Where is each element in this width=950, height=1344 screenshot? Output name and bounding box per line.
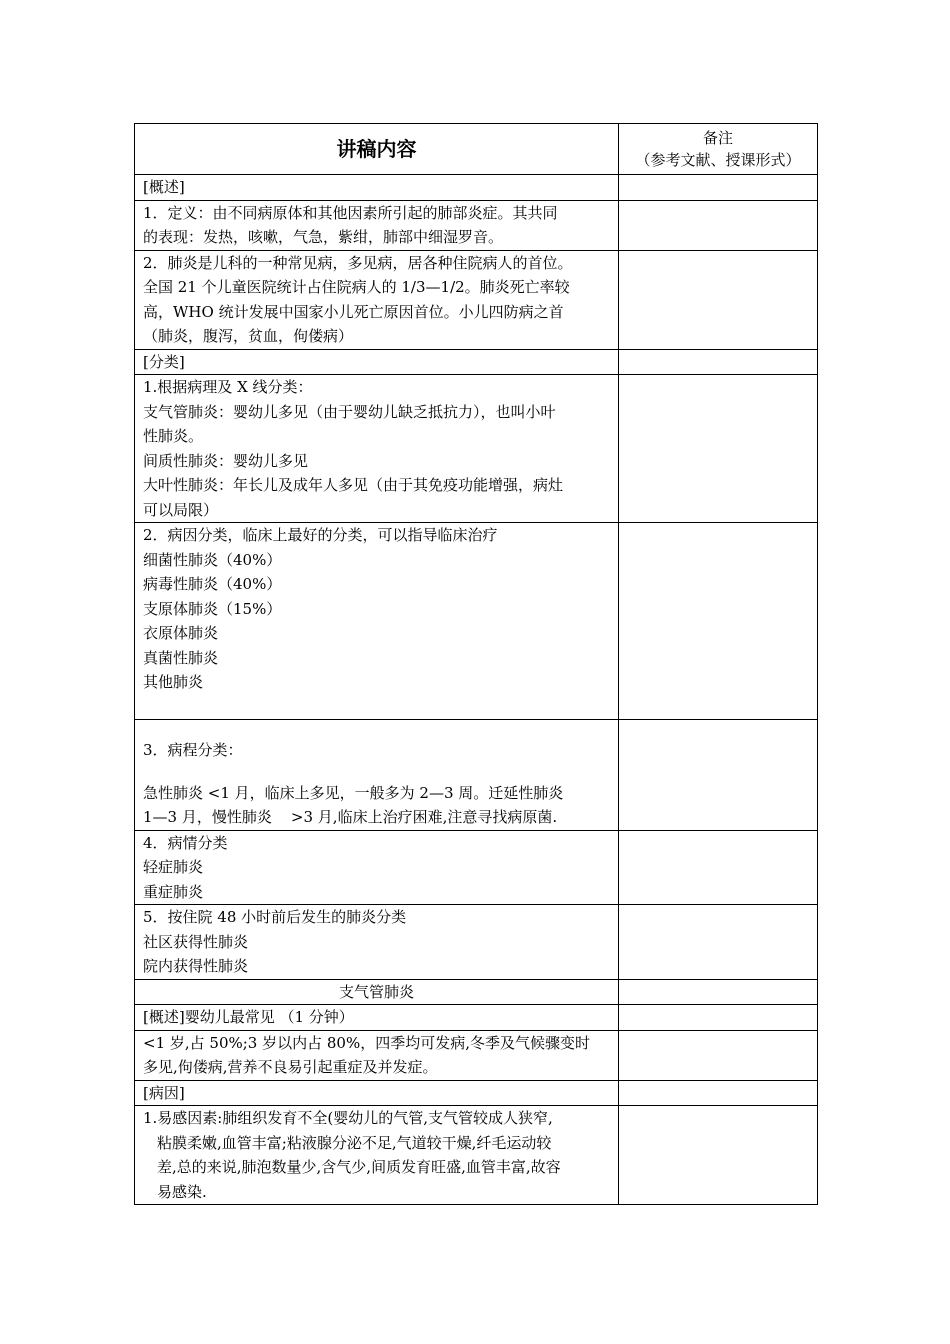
note-cell: [619, 1080, 818, 1106]
text-line: 细菌性肺炎（40%）: [143, 550, 282, 569]
text-line: [分类]: [143, 352, 185, 371]
text-line: （肺炎，腹泻，贫血，佝偻病）: [143, 327, 354, 345]
content-cell: [135, 1106, 619, 1205]
table-row: [135, 979, 818, 1005]
text-line: 1.根据病理及 X 线分类：: [143, 378, 313, 396]
text-line: [病因]: [143, 1083, 185, 1102]
content-cell: [135, 523, 619, 720]
table-row: [135, 175, 818, 201]
note-cell: [619, 349, 818, 375]
text-line: 真菌性肺炎: [143, 648, 219, 667]
text-line: 高，WHO 统计发展中国家小儿死亡原因首位。小儿四防病之首: [143, 302, 564, 321]
text-line: 社区获得性肺炎: [143, 932, 249, 951]
note-cell: [619, 1005, 818, 1031]
note-column-subtitle: （参考文献、授课形式）: [635, 151, 801, 169]
text-line: <1 岁,占 50%;3 岁以内占 80%，四季均可发病,冬季及气候骤变时: [143, 1033, 590, 1052]
content-cell: [135, 1080, 619, 1106]
content-cell: [135, 250, 619, 349]
content-cell: [135, 720, 619, 831]
content-cell: [135, 830, 619, 905]
note-column-title: 备注: [702, 129, 733, 147]
table-row: [135, 1080, 818, 1106]
text-line: 2．病因分类，临床上最好的分类，可以指导临床治疗: [143, 526, 498, 544]
text-line: 可以局限）: [143, 500, 219, 519]
content-cell: [135, 905, 619, 980]
content-cell: [135, 1030, 619, 1080]
text-line: 5．按住院 48 小时前后发生的肺炎分类: [143, 908, 407, 926]
text-line: 急性肺炎 <1 月，临床上多见，一般多为 2—3 周。迁延性肺炎: [143, 783, 564, 802]
text-line: 重症肺炎: [143, 882, 204, 901]
text-line: 3．病程分类：: [143, 741, 243, 759]
note-column-header: [619, 124, 818, 175]
content-cell: [135, 200, 619, 250]
note-cell: [619, 830, 818, 905]
text-line: 病毒性肺炎（40%）: [143, 575, 282, 593]
text-line: 全国 21 个儿童医院统计占住院病人的 1/3—1/2。肺炎死亡率较: [143, 278, 570, 296]
content-cell: [135, 375, 619, 523]
table-row: [135, 349, 818, 375]
text-line: 支原体肺炎（15%）: [143, 599, 282, 618]
content-cell: [135, 349, 619, 375]
table-row: [135, 1030, 818, 1080]
note-cell: [619, 1030, 818, 1080]
table-row: [135, 250, 818, 349]
note-cell: [619, 979, 818, 1005]
text-line: 其他肺炎: [143, 673, 204, 691]
note-cell: [619, 175, 818, 201]
note-cell: [619, 905, 818, 980]
text-line: 院内获得性肺炎: [143, 957, 249, 975]
text-line: 差,总的来说,肺泡数量少,含气少,间质发育旺盛,血管丰富,故容: [157, 1158, 561, 1176]
table-row: [135, 830, 818, 905]
text-line: 1．定义：由不同病原体和其他因素所引起的肺部炎症。其共同: [143, 203, 558, 222]
note-cell: [619, 1106, 818, 1205]
content-cell: [135, 175, 619, 201]
text-line: 间质性肺炎：婴幼儿多见: [143, 451, 309, 470]
section-heading-cell: [135, 979, 619, 1005]
table-header-row: [135, 124, 818, 175]
section-heading: 支气管肺炎: [338, 982, 414, 1001]
text-line: 粘膜柔嫩,血管丰富;粘液腺分泌不足,气道较干燥,纤毛运动较: [157, 1133, 552, 1152]
text-line: 易感染.: [157, 1182, 207, 1201]
text-line: [概述]: [143, 178, 185, 196]
text-line: 的表现：发热，咳嗽，气急，紫绀，肺部中细湿罗音。: [143, 228, 504, 246]
note-cell: [619, 200, 818, 250]
text-line: 多见,佝偻病,营养不良易引起重症及并发症。: [143, 1058, 438, 1076]
text-line: 性肺炎。: [143, 427, 204, 445]
table-row: [135, 523, 818, 720]
table-row: [135, 720, 818, 831]
note-cell: [619, 523, 818, 720]
lecture-table: [134, 123, 818, 1205]
text-line: 支气管肺炎：婴幼儿多见（由于婴幼儿缺乏抵抗力），也叫小叶: [143, 402, 556, 421]
main-column-title: 讲稿内容: [135, 124, 619, 175]
text-line: 4．病情分类: [143, 833, 228, 852]
text-line: 轻症肺炎: [143, 858, 204, 876]
note-cell: [619, 250, 818, 349]
text-line: 1.易感因素:肺组织发育不全(婴幼儿的气管,支气管较成人狭窄,: [143, 1109, 553, 1127]
text-line: [概述]婴幼儿最常见 （1 分钟）: [143, 1008, 354, 1026]
text-line: 衣原体肺炎: [143, 624, 219, 642]
table-row: [135, 905, 818, 980]
table-row: [135, 1106, 818, 1205]
text-line: 2．肺炎是儿科的一种常见病，多见病，居各种住院病人的首位。: [143, 253, 573, 272]
text-line: 1—3 月，慢性肺炎 >3 月,临床上治疗困难,注意寻找病原菌.: [143, 808, 558, 826]
text-line: 大叶性肺炎：年长儿及成年人多见（由于其免疫功能增强，病灶: [143, 476, 564, 494]
note-cell: [619, 720, 818, 831]
content-cell: [135, 1005, 619, 1031]
note-cell: [619, 375, 818, 523]
table-row: [135, 200, 818, 250]
table-row: [135, 1005, 818, 1031]
table-row: [135, 375, 818, 523]
